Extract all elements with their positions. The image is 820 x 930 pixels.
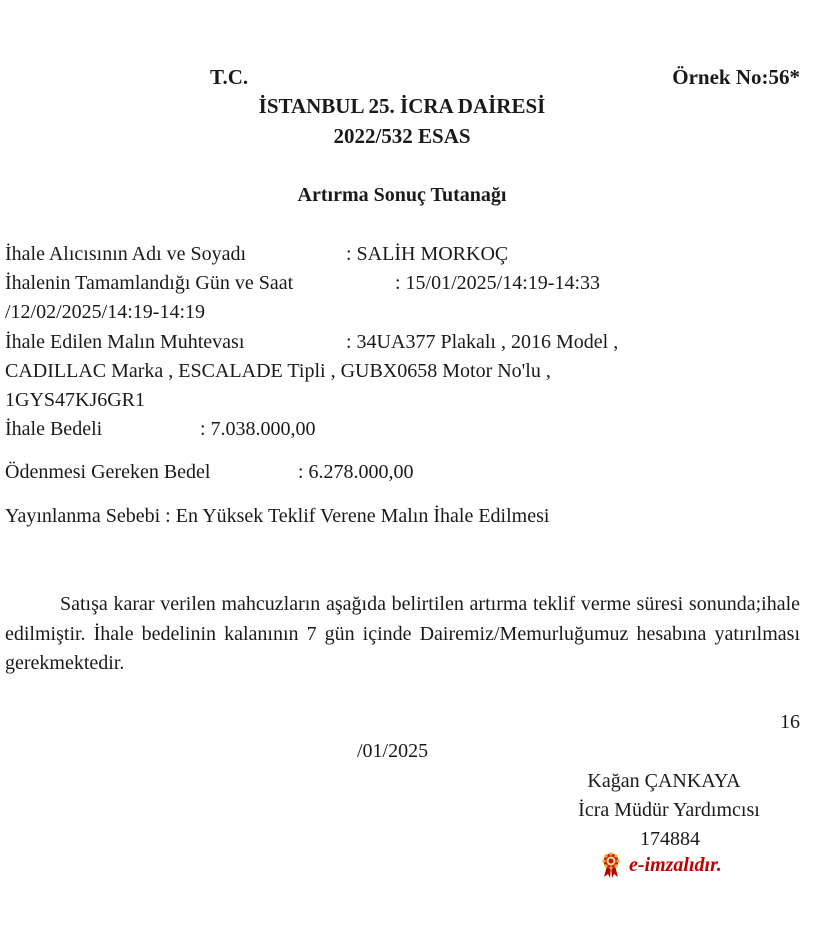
completed-value: : 15/01/2025/14:19-14:33	[395, 272, 600, 294]
payable-value: : 6.278.000,00	[298, 461, 414, 483]
content-label: İhale Edilen Malın Muhtevası	[5, 331, 245, 353]
date-day: 16	[780, 711, 800, 733]
publication-reason: Yayınlanma Sebebi : En Yüksek Teklif Verene Malın İhale Edilmesi	[5, 505, 550, 527]
file-number: 2022/532 ESAS	[333, 124, 471, 148]
sample-number: Örnek No:56*	[672, 65, 800, 89]
seal-icon	[601, 852, 621, 883]
header-tc: T.C.	[210, 65, 249, 89]
price-label: İhale Bedeli	[5, 418, 103, 440]
body-paragraph: Satışa karar verilen mahcuzların aşağıda belirtilen artırma teklif verme süresi sonunda;ihale edilmiştir. İhale bedelinin kalanının 7 gün içinde Dairemiz/Memurluğumuz hesabına yatırılması gerekmektedir.	[5, 593, 800, 674]
content-value: : 34UA377 Plakalı , 2016 Model ,	[346, 331, 619, 353]
buyer-value: : SALİH MORKOÇ	[346, 243, 509, 265]
e-signature-label: e-imzalıdır.	[629, 854, 722, 877]
content-line-2: CADILLAC Marka , ESCALADE Tipli , GUBX0658 Motor No'lu ,	[5, 360, 551, 382]
price-value: : 7.038.000,00	[200, 418, 316, 440]
e-signature-stamp	[601, 852, 722, 882]
date-month-year: /01/2025	[357, 740, 429, 762]
signatory-title: İcra Müdür Yardımcısı	[578, 799, 760, 821]
signatory-name: Kağan ÇANKAYA	[587, 770, 741, 792]
document-title: Artırma Sonuç Tutanağı	[297, 184, 507, 206]
content-line-3: 1GYS47KJ6GR1	[5, 389, 146, 411]
buyer-label: İhale Alıcısının Adı ve Soyadı	[5, 243, 247, 265]
signatory-registry: 174884	[640, 828, 700, 850]
office-name: İSTANBUL 25. İCRA DAİRESİ	[258, 94, 546, 118]
completed-label: İhalenin Tamamlandığı Gün ve Saat	[5, 272, 294, 294]
completed-value-continued: /12/02/2025/14:19-14:19	[5, 301, 205, 323]
payable-label: Ödenmesi Gereken Bedel	[5, 461, 211, 483]
